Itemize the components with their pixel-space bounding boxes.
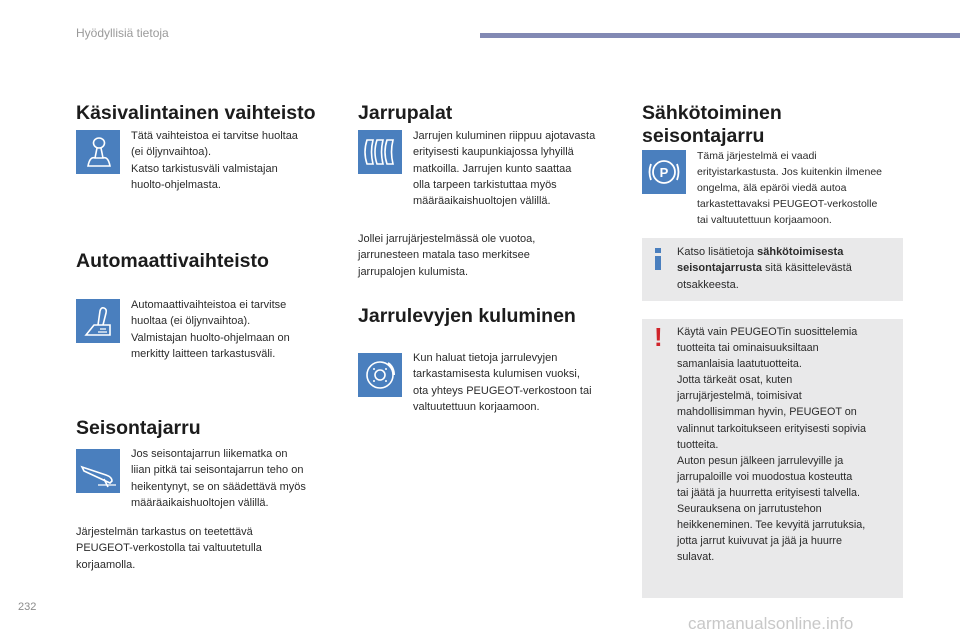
heading-electric-parking-brake	[642, 102, 782, 148]
watermark: carmanualsonline.info	[688, 614, 854, 633]
running-header: Hyödyllisiä tietoja	[76, 26, 169, 40]
heading-automatic-gearbox: Automaattivaihteisto	[76, 250, 269, 272]
brake-pads-text: Jarrujen kuluminen riippuu ajotavasta erityisesti kaupunkiajossa lyhyillä matkoilla. Jarrujen kunto saattaa olla tarpeen tarkistuttaa myös määräaikaishuoltojen välillä.	[413, 130, 596, 208]
heading-brake-pads: Jarrupalat	[358, 102, 453, 124]
automatic-gear-selector-icon	[76, 299, 120, 343]
electric-parking-brake-text: Tämä järjestelmä ei vaadi erityistarkastusta. Jos kuitenkin ilmenee ongelma, älä epäröi viedä autoa tarkastettavaksi PEUGEOT-verkostolle tai valtuutettuun korjaamoon.	[697, 150, 882, 226]
manual-gearbox-text: Tätä vaihteistoa ei tarvitse huoltaa (ei öljynvaihtoa). Katso tarkistusväli valmistajan huolto-ohjelmasta.	[131, 130, 298, 191]
warning-exclamation-icon: !	[654, 322, 663, 352]
parking-brake-lever-icon	[76, 449, 120, 493]
brake-pads-note: Jollei jarrujärjestelmässä ole vuotoa, jarrunesteen matala taso merkitsee jarrupalojen kulumista.	[358, 233, 536, 278]
header-accent-bar	[480, 33, 960, 38]
heading-manual-gearbox: Käsivalintainen vaihteisto	[76, 102, 316, 124]
manual-gear-lever-icon	[76, 130, 120, 174]
brake-disc-text: Kun haluat tietoja jarrulevyjen tarkastamisesta kulumisen vuoksi, ota yhteys PEUGEOT-verkostoon tai valtuutettuun korjaamoon.	[413, 352, 592, 413]
brake-pads-icon	[358, 130, 402, 174]
heading-line-1: Sähkötoiminen	[642, 102, 782, 124]
info-text	[677, 244, 892, 293]
info-text-pre: Katso lisätietoja	[677, 246, 758, 258]
heading-parking-brake: Seisontajarru	[76, 417, 201, 439]
warning-text: Käytä vain PEUGEOTin suosittelemia tuotteita tai ominaisuuksiltaan samanlaisia laatutuotteita. Jotta tärkeät osat, kuten jarrujärjestelmä, toimisivat mahdollisimman hyvin, PEUGEOT on valinnut tarkoitukseen erityisesti sopivia tuotteita. Auton pesun jälkeen jarrulevyille ja jarrupaloille voi muodostua kosteutta tai jäätä ja huurretta erityisesti talvella. Seurauksena on jarrutustehon heikkeneminen. Tee kevyitä jarrutuksia, jotta jarrut kuivuvat ja jää ja huurre sulavat.	[677, 326, 867, 564]
electric-parking-brake-icon	[642, 150, 686, 194]
heading-line-2: seisontajarru	[642, 125, 765, 147]
parking-brake-note: Järjestelmän tarkastus on teetettävä PEUGEOT-verkostolla tai valtuutetulla korjaamolla.	[76, 526, 262, 571]
info-icon	[653, 248, 663, 270]
page-number: 232	[18, 601, 37, 613]
info-text-post: sitä käsittelevästä otsakkeesta.	[677, 262, 852, 291]
info-text-bold: sähkötoimisesta seisontajarrusta	[677, 246, 844, 275]
parking-brake-text: Jos seisontajarrun liikematka on liian pitkä tai seisontajarrun teho on heikentynyt, se on säädettävä myös määräaikaishuoltojen välillä.	[131, 448, 306, 509]
heading-brake-disc-wear: Jarrulevyjen kuluminen	[358, 305, 576, 327]
automatic-gearbox-text: Automaattivaihteistoa ei tarvitse huoltaa (ei öljynvaihtoa). Valmistajan huolto-ohjelmaan on merkitty laitteen tarkastusväli.	[131, 299, 290, 360]
svg-text:P: P	[659, 165, 669, 180]
brake-disc-icon	[358, 353, 402, 397]
